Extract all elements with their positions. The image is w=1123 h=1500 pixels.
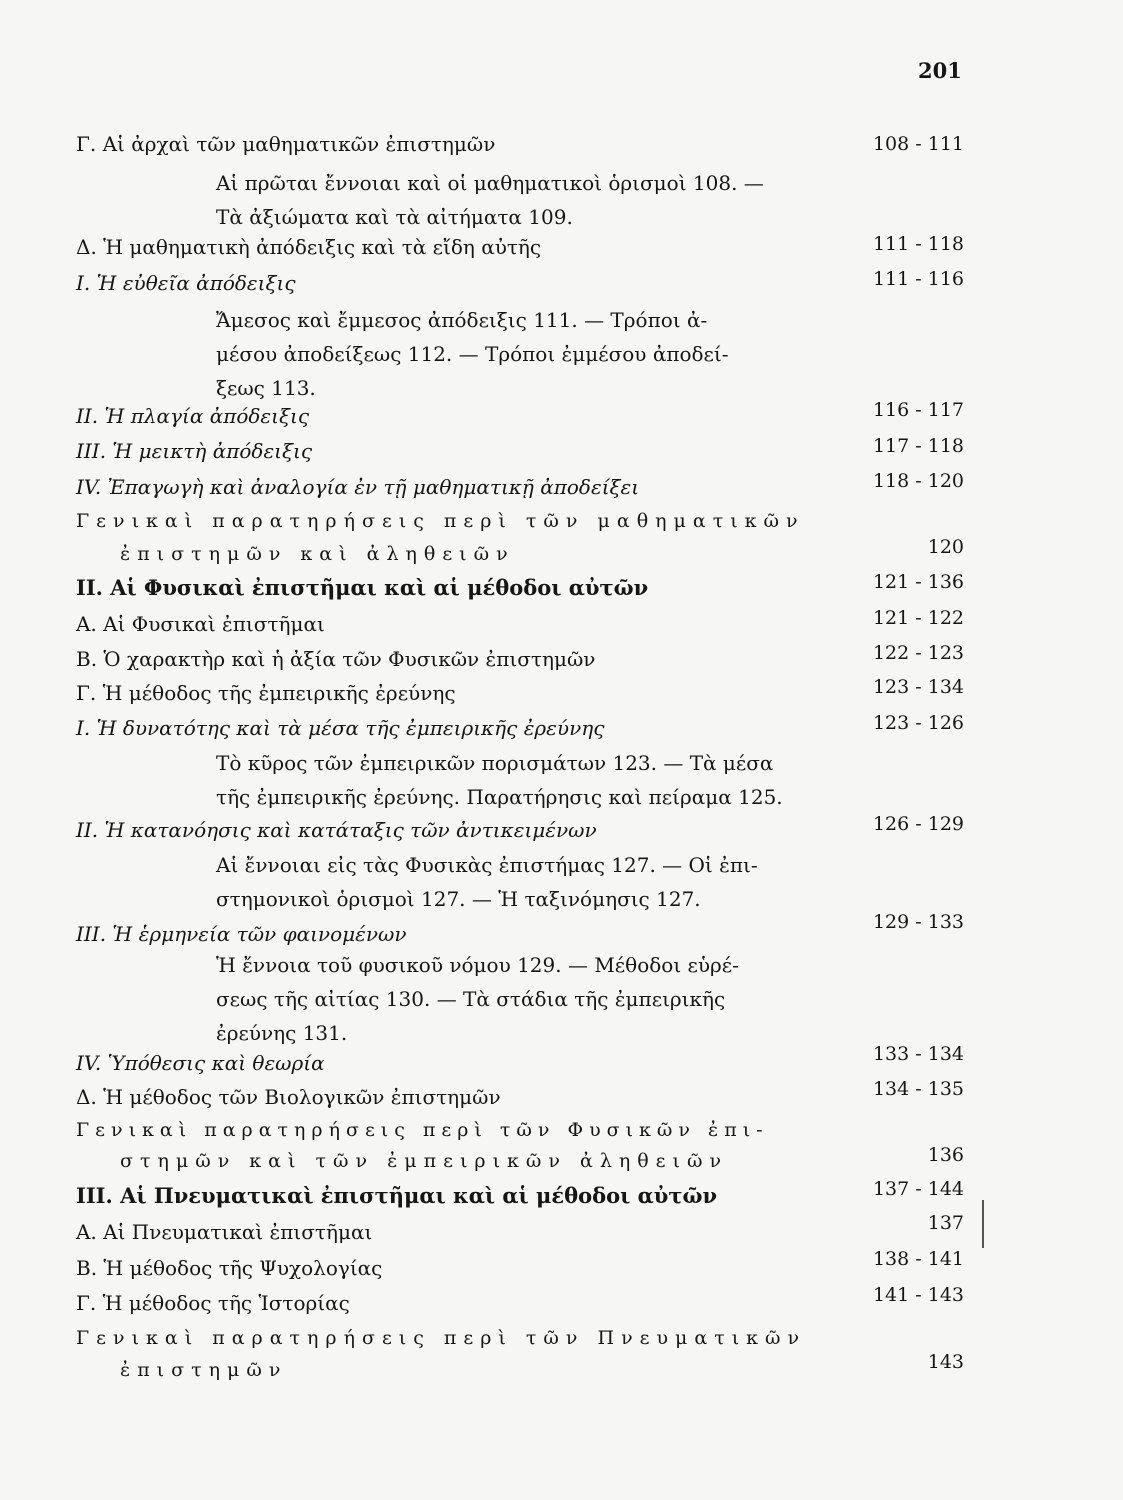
toc-entry: [76, 1290, 963, 1316]
entry-pages: 129 - 133: [872, 911, 964, 933]
entry-label: στημῶν καὶ τῶν ἐμπειρικῶν ἀληθειῶν: [120, 1150, 729, 1172]
entry-pages: 117 - 118: [872, 435, 964, 457]
entry-label: I. Ἡ εὐθεῖα ἀπόδειξις: [76, 271, 296, 295]
entry-pages: 123 - 126: [872, 712, 964, 734]
entry-description: [216, 848, 826, 916]
entry-pages: 111 - 116: [872, 268, 964, 290]
entry-label: II. Ἡ κατανόησις καὶ κατάταξις τῶν ἀντικειμένων: [76, 818, 597, 842]
entry-pages: 118 - 120: [872, 470, 964, 492]
toc-entry: [76, 921, 963, 947]
entry-label: ἐπιστημῶν καὶ ἀληθειῶν: [120, 543, 515, 565]
description-line: ξεως 113.: [216, 376, 316, 400]
entry-pages: 126 - 129: [872, 813, 964, 835]
toc-entry: [76, 1117, 963, 1143]
entry-label: ἐπιστημῶν: [120, 1359, 288, 1381]
entry-label: Γ. Αἱ ἀρχαὶ τῶν μαθηματικῶν ἐπιστημῶν: [76, 132, 496, 156]
toc-entry: [76, 270, 963, 296]
description-line: τῆς ἐμπειρικῆς ἐρεύνης. Παρατήρησις καὶ πείραμα 125.: [216, 785, 783, 809]
entry-label: III. Αἱ Πνευματικαὶ ἐπιστῆμαι καὶ αἱ μέθοδοι αὐτῶν: [76, 1183, 718, 1208]
entry-label: II. Ἡ πλαγία ἀπόδειξις: [76, 404, 310, 428]
toc-entry: [76, 234, 963, 260]
entry-pages: 108 - 111: [872, 133, 964, 155]
description-line: σεως τῆς αἰτίας 130. — Τὰ στάδια τῆς ἐμπειρικῆς: [216, 987, 726, 1011]
description-line: Ἡ ἔννοια τοῦ φυσικοῦ νόμου 129. — Μέθοδοι εὑρέ-: [216, 953, 739, 977]
entry-label: Γενικαὶ παρατηρήσεις περὶ τῶν μαθηματικῶν: [76, 510, 805, 532]
description-line: Τὸ κῦρος τῶν ἐμπειρικῶν πορισμάτων 123. — Τὰ μέσα: [216, 751, 774, 775]
section-heading: [76, 1183, 963, 1209]
entry-pages: 120: [927, 536, 964, 558]
description-line: Αἱ πρῶται ἔννοιαι καὶ οἱ μαθηματικοὶ ὁρισμοὶ 108. —: [216, 171, 764, 195]
entry-pages: 137 - 144: [872, 1178, 964, 1200]
description-line: Αἱ ἔννοιαι εἰς τὰς Φυσικὰς ἐπιστήμας 127. — Οἱ ἐπι-: [216, 853, 758, 877]
description-line: Ἄμεσος καὶ ἔμμεσος ἀπόδειξις 111. — Τρόποι ἀ-: [216, 308, 708, 332]
entry-label: Δ. Ἡ μέθοδος τῶν Βιολογικῶν ἐπιστημῶν: [76, 1085, 501, 1109]
toc-entry: [76, 817, 963, 843]
entry-label: Α. Αἱ Φυσικαὶ ἐπιστῆμαι: [76, 612, 325, 636]
entry-label: Γ. Ἡ μέθοδος τῆς Ἱστορίας: [76, 1291, 350, 1315]
entry-label: I. Ἡ δυνατότης καὶ τὰ μέσα τῆς ἐμπειρικῆς ἐρεύνης: [76, 716, 605, 740]
toc-entry: [76, 611, 963, 637]
toc-entry: [76, 1325, 963, 1351]
toc-entry: [76, 680, 963, 706]
toc-entry: [76, 715, 963, 741]
entry-description: [216, 948, 826, 1050]
toc-entry: [76, 646, 963, 672]
entry-description: [216, 166, 826, 234]
toc-entry: [120, 1148, 963, 1174]
entry-label: III. Ἡ ἑρμηνεία τῶν φαινομένων: [76, 922, 407, 946]
toc-entry: [76, 474, 963, 500]
entry-pages: 111 - 118: [872, 233, 964, 255]
description-line: ἐρεύνης 131.: [216, 1021, 348, 1045]
entry-description: [216, 303, 801, 405]
toc-entry: [76, 1084, 963, 1110]
toc-entry: [120, 1357, 963, 1383]
entry-label: Γενικαὶ παρατηρήσεις περὶ τῶν Πνευματικῶν: [76, 1327, 807, 1349]
entry-pages: 121 - 136: [872, 571, 964, 593]
toc-entry: [120, 541, 963, 567]
toc-entry: [76, 508, 963, 534]
entry-label: Α. Αἱ Πνευματικαὶ ἐπιστῆμαι: [76, 1220, 373, 1244]
entry-label: IV. Ὑπόθεσις καὶ θεωρία: [76, 1051, 325, 1075]
description-line: Τὰ ἀξιώματα καὶ τὰ αἰτήματα 109.: [216, 205, 573, 229]
entry-pages: 141 - 143: [872, 1284, 964, 1306]
description-line: μέσου ἀποδείξεως 112. — Τρόποι ἐμμέσου ἀποδεί-: [216, 342, 729, 366]
toc-entry: [76, 403, 963, 429]
entry-label: II. Αἱ Φυσικαὶ ἐπιστῆμαι καὶ αἱ μέθοδοι αὐτῶν: [76, 575, 649, 600]
entry-label: Β. Ἡ μέθοδος τῆς Ψυχολογίας: [76, 1256, 383, 1280]
toc-entry: [76, 1050, 963, 1076]
entry-pages: 134 - 135: [872, 1078, 964, 1100]
entry-description: [216, 746, 826, 814]
entry-label: Δ. Ἡ μαθηματικὴ ἀπόδειξις καὶ τὰ εἴδη αὐτῆς: [76, 235, 542, 259]
entry-pages: 123 - 134: [872, 676, 964, 698]
entry-pages: 136: [927, 1144, 964, 1166]
entry-pages: 143: [927, 1351, 964, 1373]
toc-entry: [76, 1255, 963, 1281]
section-heading: [76, 575, 963, 601]
toc-entry: [76, 131, 963, 157]
entry-label: Β. Ὁ χαρακτὴρ καὶ ἡ ἀξία τῶν Φυσικῶν ἐπιστημῶν: [76, 647, 596, 671]
entry-label: III. Ἡ μεικτὴ ἀπόδειξις: [76, 439, 313, 463]
entry-pages: 138 - 141: [872, 1248, 964, 1270]
entry-pages: 121 - 122: [872, 607, 964, 629]
entry-label: Γ. Ἡ μέθοδος τῆς ἐμπειρικῆς ἐρεύνης: [76, 681, 456, 705]
toc-entry: [76, 438, 963, 464]
entry-pages: 133 - 134: [872, 1043, 964, 1065]
page-number: 201: [918, 58, 962, 83]
toc-entry: [76, 1219, 963, 1245]
entry-label: Γενικαὶ παρατηρήσεις περὶ τῶν Φυσικῶν ἐπι-: [76, 1119, 769, 1141]
entry-pages: 116 - 117: [872, 399, 964, 421]
entry-label: IV. Ἐπαγωγὴ καὶ ἀναλογία ἐν τῇ μαθηματικῇ ἀποδείξει: [76, 475, 640, 499]
margin-mark: [982, 1200, 984, 1248]
description-line: στημονικοὶ ὁρισμοὶ 127. — Ἡ ταξινόμησις 127.: [216, 887, 701, 911]
entry-pages: 137: [927, 1212, 964, 1234]
entry-pages: 122 - 123: [872, 642, 964, 664]
